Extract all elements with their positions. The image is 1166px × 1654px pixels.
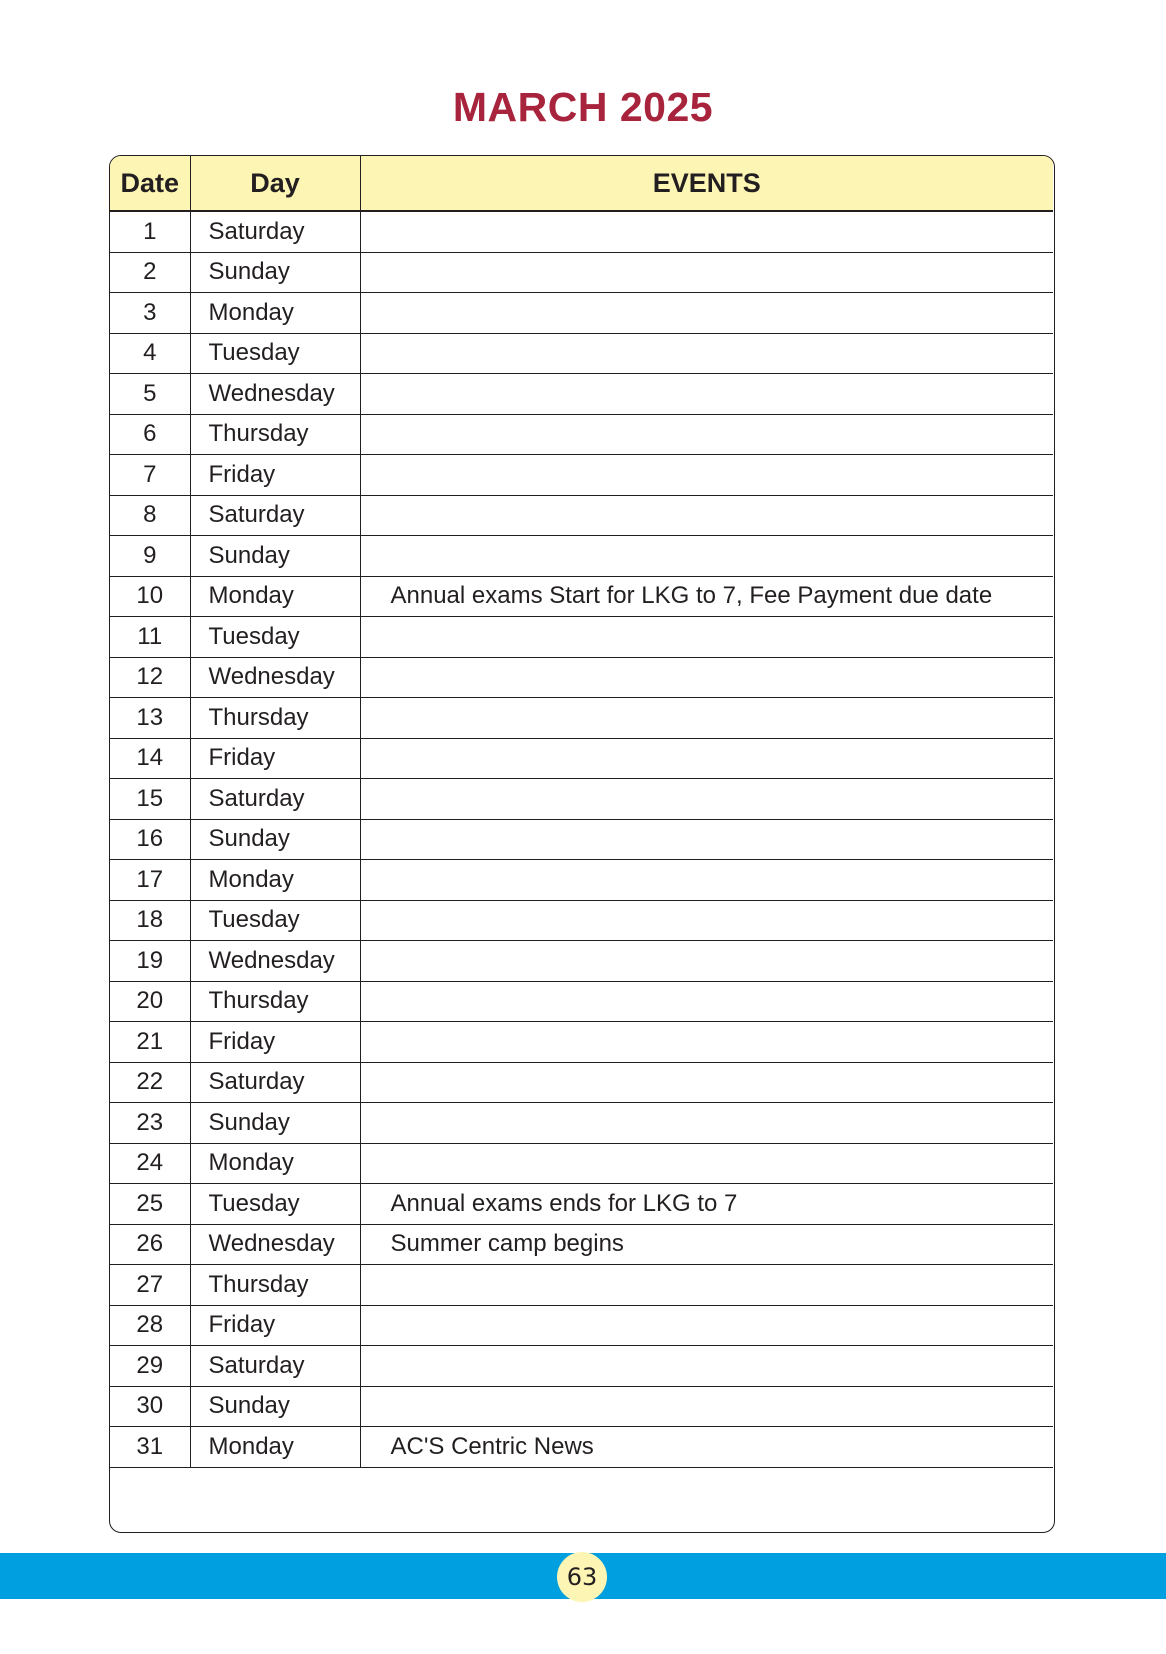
table-row xyxy=(110,536,1053,577)
table-row xyxy=(110,860,1053,901)
table-row xyxy=(110,1265,1053,1306)
day-cell: Wednesday xyxy=(190,1224,360,1265)
date-cell: 23 xyxy=(110,1103,190,1144)
table-row xyxy=(110,495,1053,536)
date-cell: 6 xyxy=(110,414,190,455)
date-cell: 25 xyxy=(110,1184,190,1225)
date-cell: 17 xyxy=(110,860,190,901)
table-body xyxy=(110,211,1053,1467)
day-cell: Sunday xyxy=(190,1386,360,1427)
day-cell: Sunday xyxy=(190,819,360,860)
table-row xyxy=(110,1386,1053,1427)
date-cell: 14 xyxy=(110,738,190,779)
event-cell xyxy=(360,819,1053,860)
date-cell: 12 xyxy=(110,657,190,698)
event-cell xyxy=(360,1022,1053,1063)
event-cell xyxy=(360,1103,1053,1144)
column-header-events: EVENTS xyxy=(360,156,1053,211)
calendar-table-frame xyxy=(109,155,1055,1533)
event-cell xyxy=(360,536,1053,577)
event-cell xyxy=(360,657,1053,698)
table-row xyxy=(110,657,1053,698)
table-row xyxy=(110,211,1053,252)
event-cell xyxy=(360,698,1053,739)
day-cell: Sunday xyxy=(190,536,360,577)
event-cell xyxy=(360,1305,1053,1346)
date-cell: 29 xyxy=(110,1346,190,1387)
day-cell: Monday xyxy=(190,860,360,901)
event-cell xyxy=(360,941,1053,982)
date-cell: 4 xyxy=(110,333,190,374)
event-cell xyxy=(360,1143,1053,1184)
date-cell: 11 xyxy=(110,617,190,658)
day-cell: Tuesday xyxy=(190,1184,360,1225)
date-cell: 15 xyxy=(110,779,190,820)
date-cell: 1 xyxy=(110,211,190,252)
event-cell xyxy=(360,374,1053,415)
date-cell: 30 xyxy=(110,1386,190,1427)
day-cell: Tuesday xyxy=(190,333,360,374)
date-cell: 27 xyxy=(110,1265,190,1306)
table-row xyxy=(110,617,1053,658)
date-cell: 13 xyxy=(110,698,190,739)
date-cell: 18 xyxy=(110,900,190,941)
day-cell: Wednesday xyxy=(190,374,360,415)
date-cell: 7 xyxy=(110,455,190,496)
date-cell: 22 xyxy=(110,1062,190,1103)
table-row xyxy=(110,1184,1053,1225)
day-cell: Thursday xyxy=(190,414,360,455)
table-row xyxy=(110,1346,1053,1387)
day-cell: Saturday xyxy=(190,495,360,536)
day-cell: Friday xyxy=(190,1305,360,1346)
table-row xyxy=(110,981,1053,1022)
table-row xyxy=(110,1103,1053,1144)
date-cell: 5 xyxy=(110,374,190,415)
table-row xyxy=(110,1062,1053,1103)
event-cell xyxy=(360,738,1053,779)
day-cell: Monday xyxy=(190,576,360,617)
date-cell: 20 xyxy=(110,981,190,1022)
date-cell: 26 xyxy=(110,1224,190,1265)
table-row xyxy=(110,374,1053,415)
event-cell xyxy=(360,1265,1053,1306)
day-cell: Sunday xyxy=(190,252,360,293)
day-cell: Friday xyxy=(190,738,360,779)
table-row xyxy=(110,1143,1053,1184)
day-cell: Monday xyxy=(190,1143,360,1184)
event-cell xyxy=(360,1062,1053,1103)
date-cell: 24 xyxy=(110,1143,190,1184)
date-cell: 2 xyxy=(110,252,190,293)
column-header-date: Date xyxy=(110,156,190,211)
date-cell: 21 xyxy=(110,1022,190,1063)
date-cell: 28 xyxy=(110,1305,190,1346)
event-cell xyxy=(360,495,1053,536)
table-row xyxy=(110,819,1053,860)
table-row xyxy=(110,333,1053,374)
day-cell: Friday xyxy=(190,1022,360,1063)
table-row xyxy=(110,738,1053,779)
day-cell: Thursday xyxy=(190,981,360,1022)
table-row xyxy=(110,455,1053,496)
day-cell: Saturday xyxy=(190,1062,360,1103)
date-cell: 3 xyxy=(110,293,190,334)
table-row xyxy=(110,941,1053,982)
day-cell: Saturday xyxy=(190,1346,360,1387)
event-cell xyxy=(360,293,1053,334)
day-cell: Sunday xyxy=(190,1103,360,1144)
event-cell: Summer camp begins xyxy=(360,1224,1053,1265)
table-row xyxy=(110,293,1053,334)
event-cell xyxy=(360,860,1053,901)
table-row xyxy=(110,1305,1053,1346)
table-header-row xyxy=(110,156,1053,211)
day-cell: Saturday xyxy=(190,779,360,820)
event-cell xyxy=(360,617,1053,658)
table-row xyxy=(110,576,1053,617)
day-cell: Monday xyxy=(190,293,360,334)
date-cell: 10 xyxy=(110,576,190,617)
event-cell xyxy=(360,333,1053,374)
event-cell xyxy=(360,900,1053,941)
date-cell: 9 xyxy=(110,536,190,577)
event-cell xyxy=(360,211,1053,252)
day-cell: Tuesday xyxy=(190,617,360,658)
table-row xyxy=(110,900,1053,941)
date-cell: 31 xyxy=(110,1427,190,1468)
date-cell: 16 xyxy=(110,819,190,860)
day-cell: Wednesday xyxy=(190,657,360,698)
event-cell xyxy=(360,455,1053,496)
day-cell: Monday xyxy=(190,1427,360,1468)
event-cell xyxy=(360,1346,1053,1387)
table-row xyxy=(110,252,1053,293)
day-cell: Wednesday xyxy=(190,941,360,982)
event-cell xyxy=(360,981,1053,1022)
table-row xyxy=(110,779,1053,820)
table-row xyxy=(110,1224,1053,1265)
event-cell xyxy=(360,414,1053,455)
event-cell: Annual exams ends for LKG to 7 xyxy=(360,1184,1053,1225)
column-header-day: Day xyxy=(190,156,360,211)
event-cell xyxy=(360,779,1053,820)
table-row xyxy=(110,698,1053,739)
calendar-table xyxy=(110,156,1053,1468)
day-cell: Tuesday xyxy=(190,900,360,941)
page-title: MARCH 2025 xyxy=(452,84,714,130)
day-cell: Thursday xyxy=(190,698,360,739)
table-row xyxy=(110,1427,1053,1468)
day-cell: Thursday xyxy=(190,1265,360,1306)
page-number-badge: 63 xyxy=(557,1552,607,1602)
event-cell: Annual exams Start for LKG to 7, Fee Payment due date xyxy=(360,576,1053,617)
event-cell xyxy=(360,252,1053,293)
day-cell: Saturday xyxy=(190,211,360,252)
table-row xyxy=(110,414,1053,455)
table-row xyxy=(110,1022,1053,1063)
event-cell xyxy=(360,1386,1053,1427)
day-cell: Friday xyxy=(190,455,360,496)
date-cell: 19 xyxy=(110,941,190,982)
date-cell: 8 xyxy=(110,495,190,536)
event-cell: AC'S Centric News xyxy=(360,1427,1053,1468)
